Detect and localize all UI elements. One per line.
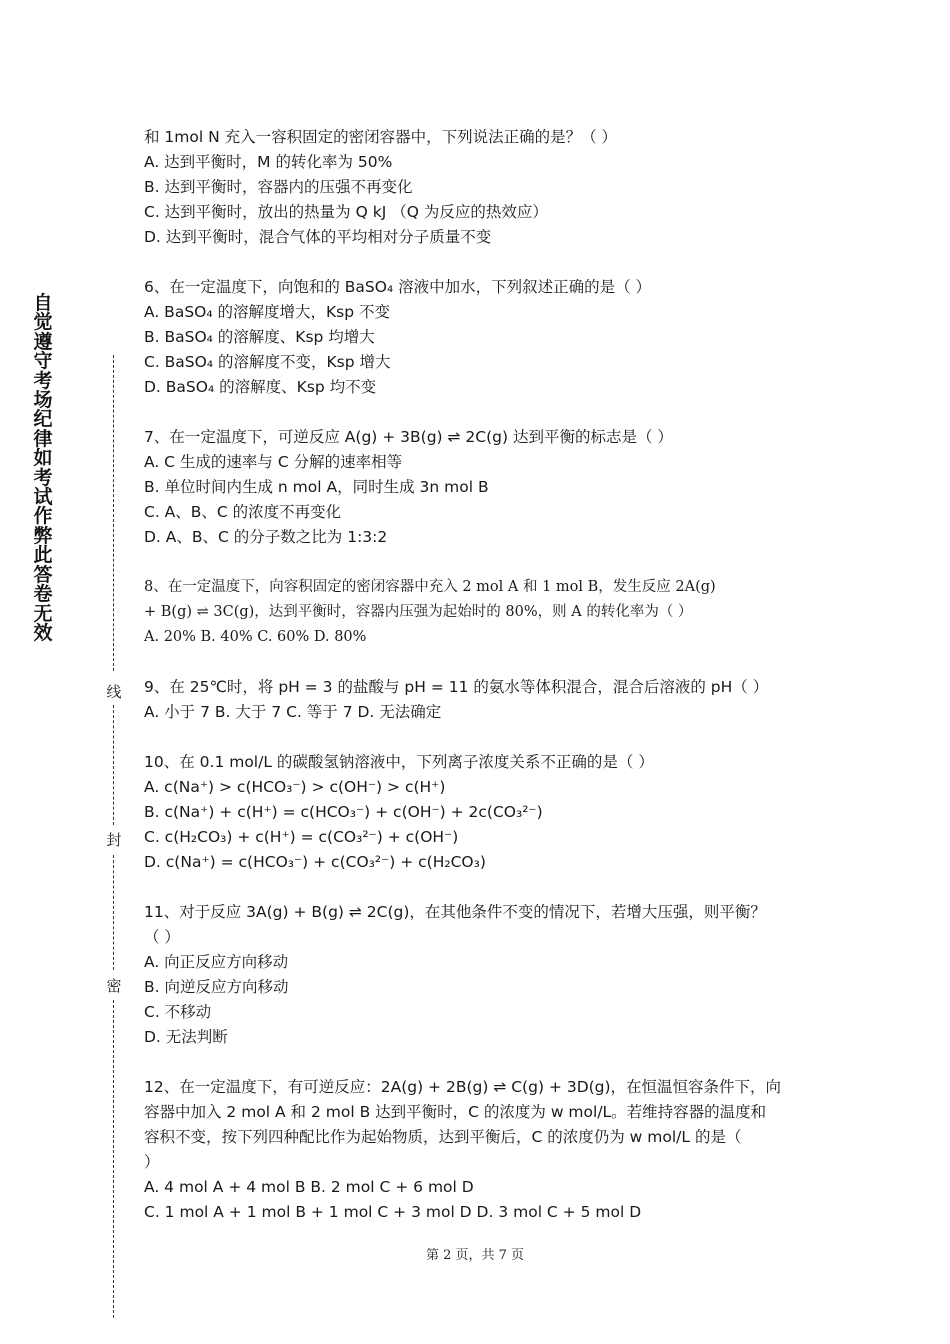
options-line: C. 1 mol A + 1 mol B + 1 mol C + 3 mol D D. 3 mol C + 5 mol D <box>144 1203 642 1221</box>
option-a: A. 向正反应方向移动 <box>144 953 289 971</box>
option-c: C. BaSO₄ 的溶解度不变，Ksp 增大 <box>144 353 391 371</box>
option-a: A. 达到平衡时，M 的转化率为 50% <box>144 153 393 171</box>
question-10 <box>144 750 814 875</box>
question-9 <box>144 675 814 725</box>
option-b: B. 达到平衡时，容器内的压强不再变化 <box>144 178 413 196</box>
question-5 <box>144 125 814 250</box>
seal-line-segment <box>113 855 114 970</box>
option-c: C. A、B、C 的浓度不再变化 <box>144 503 342 521</box>
question-11 <box>144 900 814 1050</box>
option-c: C. 不移动 <box>144 1003 212 1021</box>
seal-line-segment <box>113 355 114 671</box>
question-stem: 11、对于反应 3A(g) + B(g) ⇌ 2C(g)，在其他条件不变的情况下，若增大压强，则平衡？ <box>144 903 766 921</box>
option-d: D. 无法判断 <box>144 1028 228 1046</box>
option-a: A. C 生成的速率与 C 分解的速率相等 <box>144 453 403 471</box>
seal-line-segment <box>113 1000 114 1318</box>
seal-label-xian: 线 <box>106 683 122 701</box>
question-6 <box>144 275 814 400</box>
question-stem: 容器中加入 2 mol A 和 2 mol B 达到平衡时，C 的浓度为 w mol/L。若维持容器的温度和 <box>144 1103 767 1121</box>
option-d: D. 达到平衡时，混合气体的平均相对分子质量不变 <box>144 228 492 246</box>
options-line: A. 小于 7 B. 大于 7 C. 等于 7 D. 无法确定 <box>144 703 442 721</box>
option-b: B. BaSO₄ 的溶解度、Ksp 均增大 <box>144 328 375 346</box>
option-c: C. 达到平衡时，放出的热量为 Q kJ （Q 为反应的热效应） <box>144 203 548 221</box>
question-stem: 和 1mol N 充入一容积固定的密闭容器中，下列说法正确的是？（ ） <box>144 128 618 146</box>
question-list <box>144 125 814 1225</box>
option-a: A. BaSO₄ 的溶解度增大，Ksp 不变 <box>144 303 391 321</box>
options-line: A. 20% B. 40% C. 60% D. 80% <box>144 629 367 645</box>
exam-discipline-notice: 自 觉 遵 守 考 场 纪 律 如 考 试 作 弊 此 答 卷 无 效 <box>33 292 53 644</box>
option-c: C. c(H₂CO₃) + c(H⁺) = c(CO₃²⁻) + c(OH⁻) <box>144 828 459 846</box>
option-d: D. c(Na⁺) = c(HCO₃⁻) + c(CO₃²⁻) + c(H₂CO₃) <box>144 853 486 871</box>
option-d: D. A、B、C 的分子数之比为 1:3:2 <box>144 528 388 546</box>
question-stem: 10、在 0.1 mol/L 的碳酸氢钠溶液中，下列离子浓度关系不正确的是（ ） <box>144 753 654 771</box>
option-b: B. 向逆反应方向移动 <box>144 978 289 996</box>
seal-line-segment <box>113 705 114 825</box>
seal-label-feng: 封 <box>106 831 122 849</box>
question-12 <box>144 1075 814 1225</box>
question-7 <box>144 425 814 550</box>
question-stem: 6、在一定温度下，向饱和的 BaSO₄ 溶液中加水，下列叙述正确的是（ ） <box>144 278 652 296</box>
option-a: A. c(Na⁺) > c(HCO₃⁻) > c(OH⁻) > c(H⁺) <box>144 778 446 796</box>
question-stem: 12、在一定温度下，有可逆反应：2A(g) + 2B(g) ⇌ C(g) + 3D(g)，在恒温恒容条件下，向 <box>144 1078 782 1096</box>
option-b: B. c(Na⁺) + c(H⁺) = c(HCO₃⁻) + c(OH⁻) + 2c(CO₃²⁻) <box>144 803 543 821</box>
question-stem: 9、在 25℃时，将 pH = 3 的盐酸与 pH = 11 的氨水等体积混合，混合后溶液的 pH（ ） <box>144 678 769 696</box>
question-stem: ） <box>144 1153 160 1171</box>
question-stem: 8、在一定温度下，向容积固定的密闭容器中充入 2 mol A 和 1 mol B，发生反应 2A(g) <box>144 579 716 595</box>
question-stem: （ ） <box>144 928 180 946</box>
question-stem: + B(g) ⇌ 3C(g)，达到平衡时，容器内压强为起始时的 80%，则 A 的转化率为（ ） <box>144 604 693 620</box>
option-b: B. 单位时间内生成 n mol A，同时生成 3n mol B <box>144 478 489 496</box>
options-line: A. 4 mol A + 4 mol B B. 2 mol C + 6 mol D <box>144 1178 474 1196</box>
seal-label-mi: 密 <box>106 977 122 995</box>
question-8 <box>144 575 814 650</box>
question-stem: 容积不变，按下列四种配比作为起始物质，达到平衡后，C 的浓度仍为 w mol/L 的是（ <box>144 1128 742 1146</box>
option-d: D. BaSO₄ 的溶解度、Ksp 均不变 <box>144 378 377 396</box>
page-footer: 第 2 页，共 7 页 <box>425 1248 525 1263</box>
question-stem: 7、在一定温度下，可逆反应 A(g) + 3B(g) ⇌ 2C(g) 达到平衡的标志是（ ） <box>144 428 673 446</box>
